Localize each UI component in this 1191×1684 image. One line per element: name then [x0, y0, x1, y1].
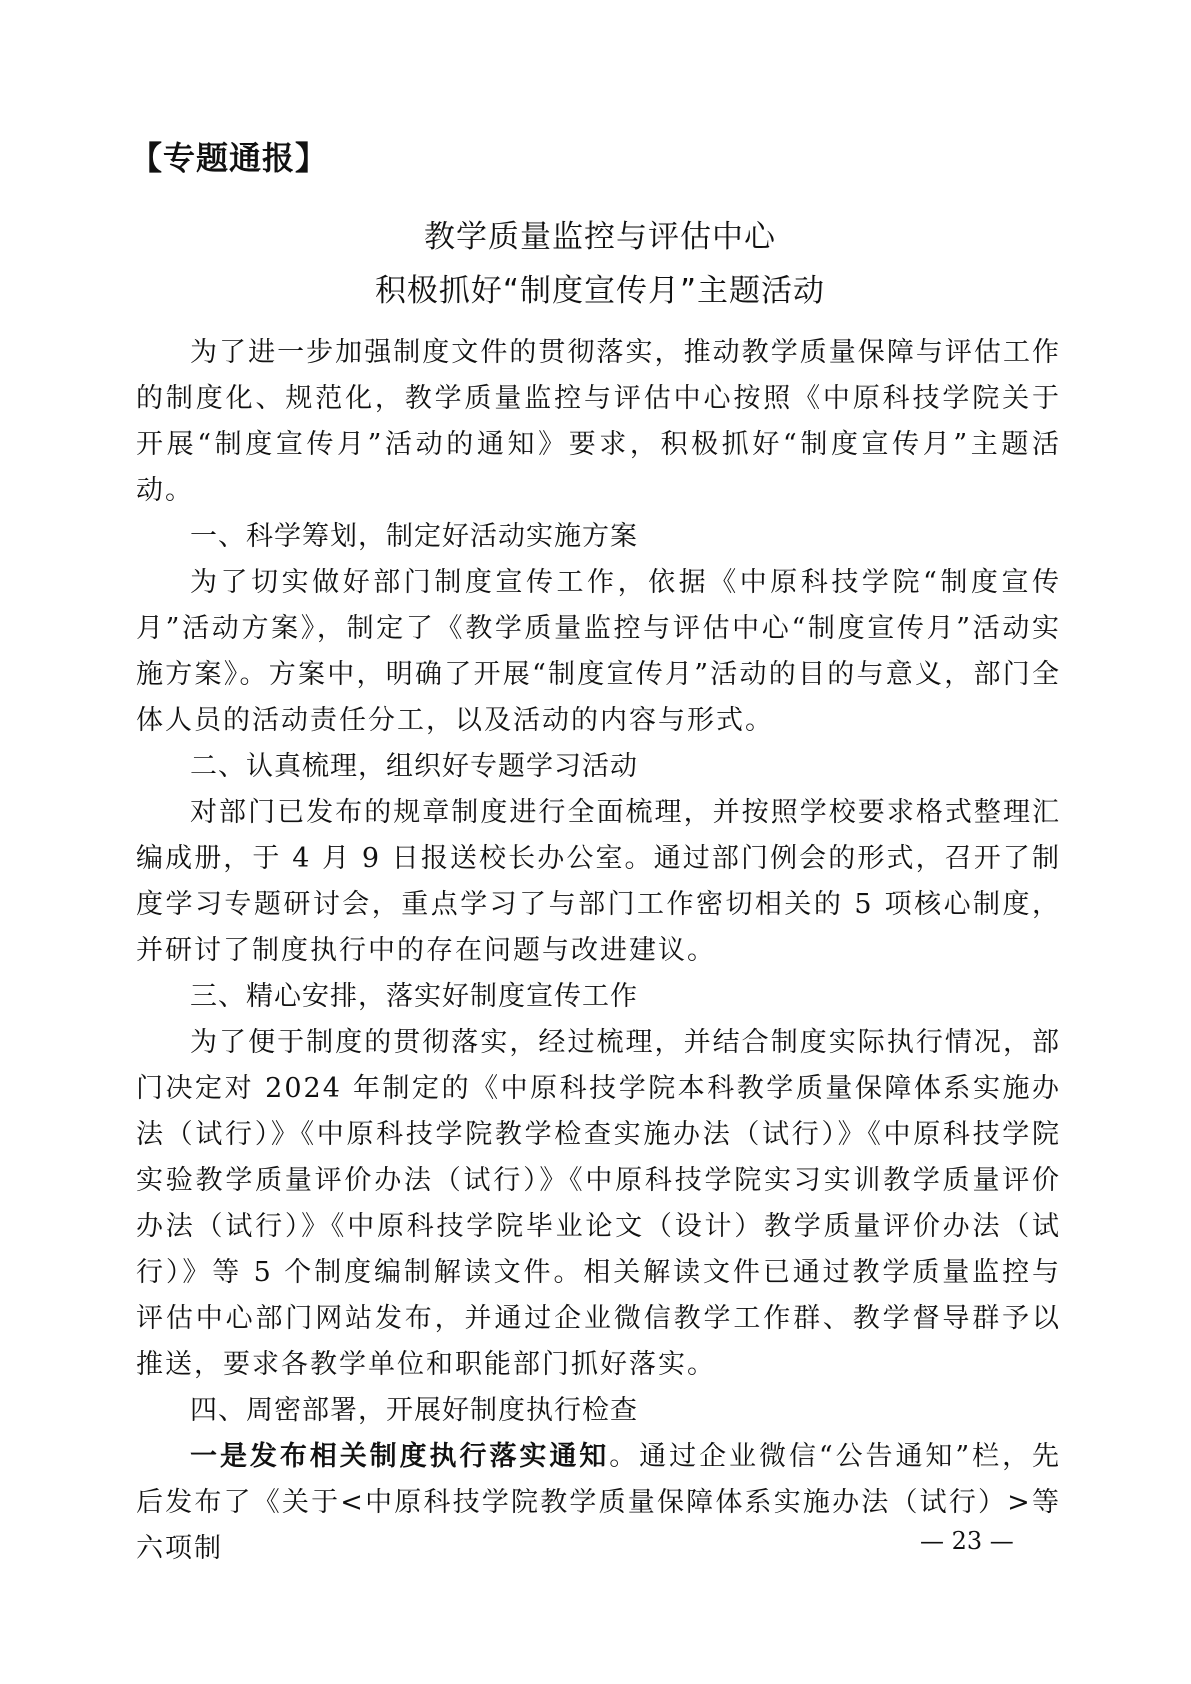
intro-paragraph: 为了进一步加强制度文件的贯彻落实，推动教学质量保障与评估工作的制度化、规范化，教学质量监控与评估中心按照《中原科技学院关于开展“制度宣传月”活动的通知》要求，积极抓好“制度宣传月”主题活动。: [136, 337, 1061, 506]
section-tag: 【专题通报】: [130, 139, 329, 177]
section-body-2: 对部门已发布的规章制度进行全面梳理，并按照学校要求格式整理汇编成册，于 4 月 9 日报送校长办公室。通过部门例会的形式，召开了制度学习专题研讨会，重点学习了与部门工作密切相关的 5 项核心制度，并研讨了制度执行中的存在问题与改进建议。: [136, 797, 1061, 966]
title-line-2: 积极抓好“制度宣传月”主题活动: [374, 273, 826, 309]
section-body-1: 为了切实做好部门制度宣传工作，依据《中原科技学院“制度宣传月”活动方案》，制定了《教学质量监控与评估中心“制度宣传月”活动实施方案》。方案中，明确了开展“制度宣传月”活动的目的与意义，部门全体人员的活动责任分工，以及活动的内容与形式。: [136, 567, 1061, 736]
section-body-3: 为了便于制度的贯彻落实，经过梳理，并结合制度实际执行情况，部门决定对 2024 年制定的《中原科技学院本科教学质量保障体系实施办法（试行）》《中原科技学院教学检查实施办法（试行）》《中原科技学院实验教学质量评价办法（试行）》《中原科技学院实习实训教学质量评价办法（试行）》《中原科技学院毕业论文（设计）教学质量评价办法（试行）》等 5 个制度编制解读文件。相关解读文件已通过教学质量监控与评估中心部门网站发布，并通过企业微信教学工作群、教学督导群予以推送，要求各教学单位和职能部门抓好落实。: [136, 1027, 1061, 1380]
section-body-4-text: 。通过企业微信“公告通知”栏，先后发布了《关于<中原科技学院教学质量保障体系实施办法（试行）>等六项制: [136, 1441, 1062, 1564]
article-body: [136, 330, 1061, 1572]
section-heading-4: 四、周密部署，开展好制度执行检查: [190, 1395, 638, 1426]
section-lead-4: 一是发布相关制度执行落实通知: [190, 1441, 610, 1472]
section-heading-3: 三、精心安排，落实好制度宣传工作: [190, 981, 638, 1012]
section-heading-2: 二、认真梳理，组织好专题学习活动: [190, 751, 638, 782]
page-number: — 23 —: [920, 1527, 1014, 1555]
article-title: [140, 210, 1060, 318]
section-heading-1: 一、科学筹划，制定好活动实施方案: [190, 521, 638, 552]
title-line-1: 教学质量监控与评估中心: [424, 219, 776, 255]
